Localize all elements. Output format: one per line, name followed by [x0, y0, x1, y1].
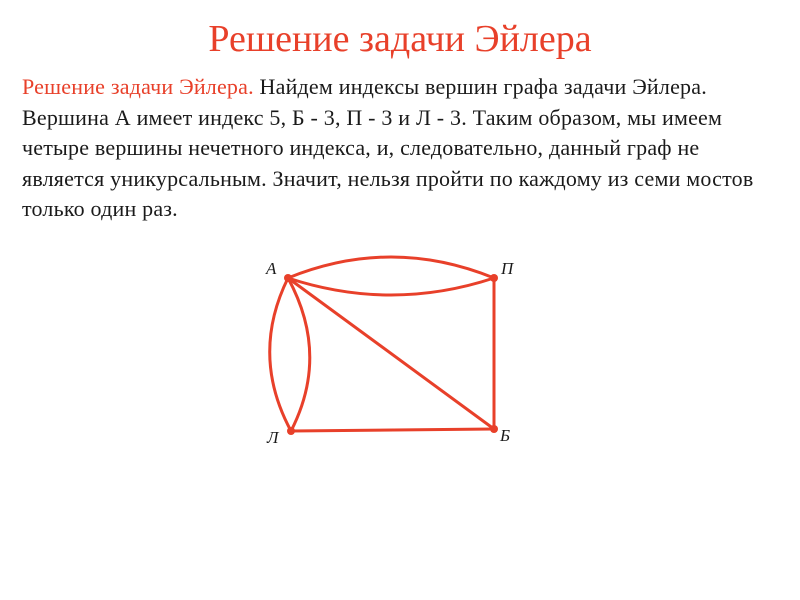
- graph-vertices: [284, 274, 498, 435]
- slide-title: Решение задачи Эйлера: [208, 18, 592, 60]
- graph-edges: [270, 257, 494, 431]
- vertex-a: [284, 274, 292, 282]
- edge-a-l-right: [288, 278, 310, 431]
- edge-a-l-left: [270, 278, 291, 431]
- edge-a-p-upper: [288, 257, 494, 278]
- vertex-label-p: П: [501, 259, 514, 278]
- edge-a-b: [288, 278, 494, 429]
- vertex-label-b: Б: [500, 426, 511, 445]
- vertex-label-a: А: [266, 259, 277, 278]
- edge-a-p-lower: [288, 278, 494, 295]
- vertex-b: [490, 425, 498, 433]
- body-text: Найдем индексы вершин графа задачи Эйлера. Вершина А имеет индекс 5, Б - 3, П - 3 и Л - 3. Таким образом, мы имеем четыре вершины нечетного индекса, и, следовательно, данный граф не является уникурсальным. Значит, нельзя пройти по каждому из семи мостов только один раз.: [22, 74, 754, 221]
- graph-labels: [265, 259, 515, 447]
- vertex-l: [287, 427, 295, 435]
- slide-body: [22, 72, 782, 225]
- vertex-label-l: Л: [267, 428, 279, 447]
- vertex-p: [490, 274, 498, 282]
- body-lead: Решение задачи Эйлера.: [22, 74, 254, 99]
- edge-l-b: [291, 429, 494, 431]
